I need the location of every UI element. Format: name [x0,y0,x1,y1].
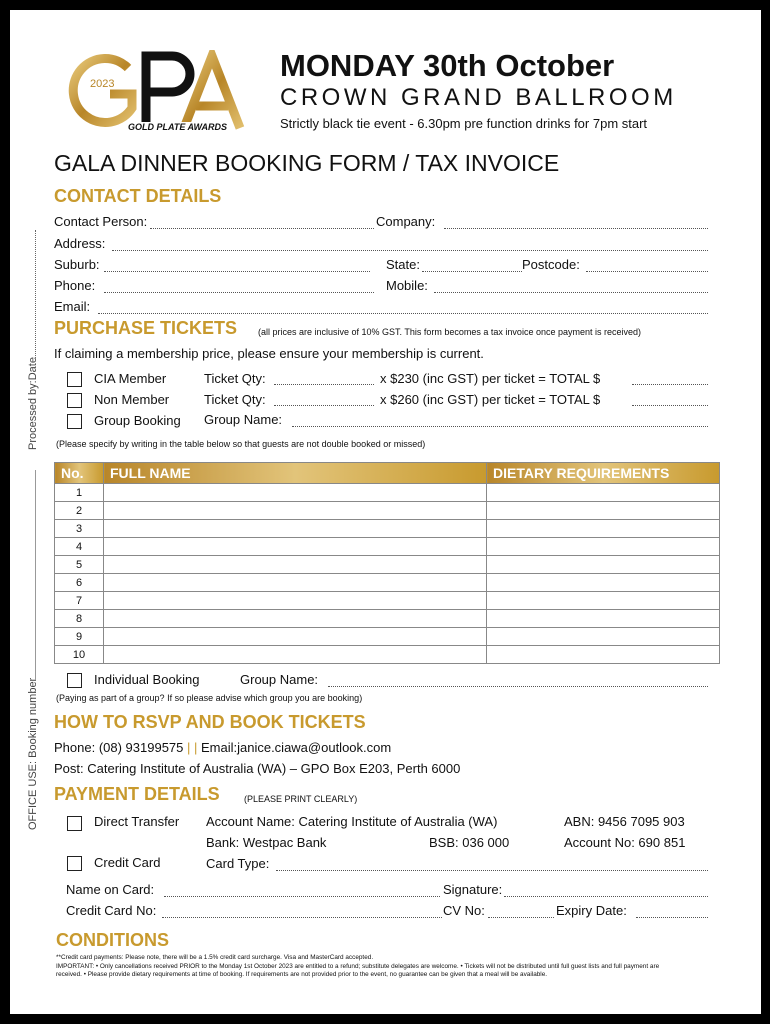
guest-table [54,462,720,664]
dietary-cell[interactable] [487,646,720,664]
table-row [55,628,720,646]
full-name-cell[interactable] [104,574,487,592]
col-full-name-header: FULL NAME [104,463,487,484]
cia-member-checkbox[interactable] [67,372,82,387]
dietary-cell[interactable] [487,574,720,592]
signature-field[interactable] [504,896,708,897]
bsb: BSB: 036 000 [429,835,510,850]
row-number: 9 [55,628,104,646]
account-number: Account No: 690 851 [564,835,686,850]
total-non-member-field[interactable] [632,405,708,406]
full-name-cell[interactable] [104,538,487,556]
contact-person-field[interactable] [150,228,374,229]
suburb-label: Suburb: [54,257,100,272]
bank-name: Bank: Westpac Bank [206,835,327,850]
email-label: Email: [54,299,91,314]
expiry-label: Expiry Date: [556,903,627,918]
group-name-field[interactable] [292,426,708,427]
logo-year: 2023 [90,78,115,90]
conditions-line-3: received. • Please provide dietary requirements at time of booking. If requirements are not provided prior to the event, no guarantee can be given that a meal will be available. [56,971,548,979]
event-venue: CROWN GRAND BALLROOM [280,84,677,111]
company-field[interactable] [444,228,708,229]
expiry-field[interactable] [636,917,708,918]
row-number: 4 [55,538,104,556]
rsvp-separator: | | [183,740,201,755]
group-booking-checkbox[interactable] [67,414,82,429]
conditions-line-2: IMPORTANT: • Only cancellations received PRIOR to the Monday 1st October 2023 are entitled to a refund; substitute delegates are welcome. • Tickets will not be distributed until full guest lists and full payment are [56,962,660,970]
individual-booking-checkbox[interactable] [67,673,82,688]
credit-card-no-label: Credit Card No: [66,903,157,918]
ticket-qty-member-label: Ticket Qty: [204,371,266,386]
address-field[interactable] [112,250,708,251]
conditions-line-1: **Credit card payments: Please note, there will be a 1.5% credit card surcharge. Visa and MasterCard accepted. [56,954,374,961]
card-type-field[interactable] [276,870,708,871]
row-number: 1 [55,484,104,502]
direct-transfer-checkbox[interactable] [67,816,82,831]
signature-label: Signature: [443,882,503,897]
suburb-field[interactable] [104,271,370,272]
non-member-checkbox[interactable] [67,393,82,408]
table-row [55,520,720,538]
full-name-cell[interactable] [104,646,487,664]
full-name-cell[interactable] [104,520,487,538]
form-page [10,10,761,1014]
row-number: 7 [55,592,104,610]
phone-label: Phone: [54,278,96,293]
name-on-card-field[interactable] [164,896,440,897]
row-number: 3 [55,520,104,538]
address-label: Address: [54,236,106,251]
individual-note: (Paying as part of a group? If so please advise which group you are booking) [56,693,363,703]
rsvp-post: Post: Catering Institute of Australia (WA) – GPO Box E203, Perth 6000 [54,761,461,776]
state-field[interactable] [422,271,522,272]
conditions-heading: CONDITIONS [56,930,170,950]
event-date: MONDAY 30th October [280,48,615,83]
table-row [55,556,720,574]
full-name-cell[interactable] [104,592,487,610]
individual-booking-label: Individual Booking [94,672,200,687]
dietary-cell[interactable] [487,628,720,646]
purchase-gst-note: (all prices are inclusive of 10% GST. This form becomes a tax invoice once payment is received) [258,327,641,337]
contact-person-label: Contact Person: [54,214,148,229]
full-name-cell[interactable] [104,484,487,502]
row-number: 5 [55,556,104,574]
individual-group-name-field[interactable] [328,686,708,687]
rsvp-phone: Phone: (08) 93199575 [54,740,184,755]
price-member-label: x $230 (inc GST) per ticket = TOTAL $ [380,371,601,386]
price-non-member-label: x $260 (inc GST) per ticket = TOTAL $ [380,392,601,407]
abn: ABN: 9456 7095 903 [564,814,685,829]
col-no-header: No. [55,463,104,484]
table-row [55,610,720,628]
table-note: (Please specify by writing in the table below so that guests are not double booked or missed) [56,439,426,449]
processed-by-label: Processed by:Date [27,357,39,450]
group-name-label: Group Name: [204,412,283,427]
company-label: Company: [376,214,436,229]
credit-card-checkbox[interactable] [67,856,82,871]
table-row [55,484,720,502]
email-field[interactable] [98,313,708,314]
credit-card-no-field[interactable] [162,917,442,918]
row-number: 6 [55,574,104,592]
full-name-cell[interactable] [104,628,487,646]
rsvp-contact-line [54,740,391,755]
dietary-cell[interactable] [487,484,720,502]
ticket-qty-non-member-label: Ticket Qty: [204,392,266,407]
full-name-cell[interactable] [104,556,487,574]
ticket-qty-non-member-field[interactable] [274,405,374,406]
mobile-label: Mobile: [386,278,428,293]
total-member-field[interactable] [632,384,708,385]
purchase-heading: PURCHASE TICKETS [54,318,238,338]
full-name-cell[interactable] [104,610,487,628]
account-name: Account Name: Catering Institute of Australia (WA) [206,814,498,829]
state-label: State: [386,257,420,272]
table-row [55,538,720,556]
dietary-cell[interactable] [487,502,720,520]
dietary-cell[interactable] [487,520,720,538]
phone-field[interactable] [104,292,374,293]
row-number: 2 [55,502,104,520]
row-number: 8 [55,610,104,628]
credit-card-label: Credit Card [94,855,161,870]
processed-line [35,230,36,360]
postcode-label: Postcode: [522,257,580,272]
group-booking-label: Group Booking [94,413,181,428]
col-dietary-header: DIETARY REQUIREMENTS [487,463,720,484]
rsvp-email[interactable]: Email:janice.ciawa@outlook.com [200,740,392,755]
payment-heading: PAYMENT DETAILS [54,784,220,804]
dietary-cell[interactable] [487,592,720,610]
name-on-card-label: Name on Card: [66,882,155,897]
cv-no-label: CV No: [443,903,485,918]
full-name-cell[interactable] [104,502,487,520]
dietary-cell[interactable] [487,538,720,556]
mobile-field[interactable] [434,292,708,293]
contact-heading: CONTACT DETAILS [54,186,222,206]
logo-tagline: GOLD PLATE AWARDS [128,122,227,132]
office-line [35,470,36,680]
postcode-field[interactable] [586,271,708,272]
guest-table-header [55,463,720,484]
non-member-label: Non Member [94,392,170,407]
gpa-logo [54,50,254,132]
cv-no-field[interactable] [488,917,554,918]
payment-heading-note: (PLEASE PRINT CLEARLY) [244,794,358,804]
direct-transfer-label: Direct Transfer [94,814,180,829]
membership-note: If claiming a membership price, please ensure your membership is current. [54,346,484,361]
office-use-label: OFFICE USE: Booking number [27,677,39,830]
card-type-label: Card Type: [206,856,270,871]
table-row [55,574,720,592]
table-row [55,592,720,610]
rsvp-heading: HOW TO RSVP AND BOOK TICKETS [54,712,366,732]
ticket-qty-member-field[interactable] [274,384,374,385]
dietary-cell[interactable] [487,556,720,574]
form-title: GALA DINNER BOOKING FORM / TAX INVOICE [54,150,560,176]
event-note: Strictly black tie event - 6.30pm pre function drinks for 7pm start [280,116,648,131]
dietary-cell[interactable] [487,610,720,628]
individual-group-name-label: Group Name: [240,672,319,687]
conditions-text [56,954,746,980]
row-number: 10 [55,646,104,664]
cia-member-label: CIA Member [94,371,167,386]
table-row [55,502,720,520]
table-row [55,646,720,664]
